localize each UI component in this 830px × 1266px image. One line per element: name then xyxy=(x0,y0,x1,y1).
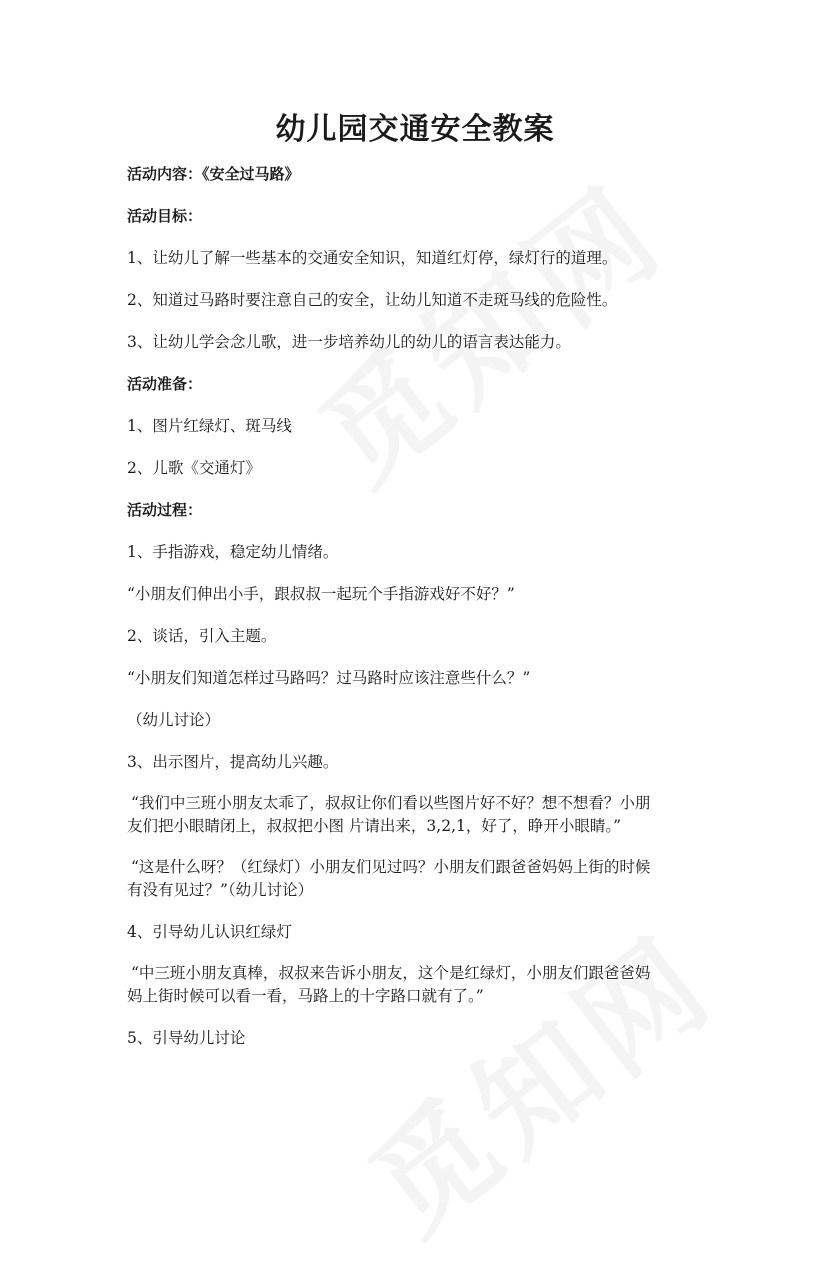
paragraph-line: “这是什么呀？（红绿灯）小朋友们见过吗？小朋友们跟爸爸妈妈上街的时候 xyxy=(131,858,651,876)
process-quote-4 xyxy=(127,856,717,902)
paragraph-line: 友们把小眼睛闭上，叔叔把小图 片请出来，3,2,1，好了，睁开小眼睛。” xyxy=(127,817,622,835)
process-quote-5 xyxy=(127,962,717,1008)
process-quote-2: “小朋友们知道怎样过马路吗？过马路时应该注意些什么？” xyxy=(127,669,531,687)
document-body xyxy=(127,162,717,1068)
activity-goals-heading: 活动目标： xyxy=(127,207,203,225)
process-quote-3 xyxy=(127,792,717,838)
process-step-3: 3、出示图片，提高幼儿兴趣。 xyxy=(127,753,339,771)
activity-prep-heading: 活动准备： xyxy=(127,375,203,393)
process-step-1: 1、手指游戏，稳定幼儿情绪。 xyxy=(127,543,339,561)
process-step-4: 4、引导幼儿认识红绿灯 xyxy=(127,923,292,941)
paragraph-line: 有没有见过？”（幼儿讨论） xyxy=(127,881,314,899)
paragraph-line: 妈上街时候可以看一看，马路上的十字路口就有了。” xyxy=(127,987,484,1005)
prep-item-1: 1、图片红绿灯、斑马线 xyxy=(127,417,292,435)
activity-content-heading: 活动内容：《安全过马路》 xyxy=(127,165,300,183)
document-title: 幼儿园交通安全教案 xyxy=(275,112,555,147)
goal-item-1: 1、让幼儿了解一些基本的交通安全知识，知道红灯停，绿灯行的道理。 xyxy=(127,249,618,267)
activity-process-heading: 活动过程： xyxy=(127,501,203,519)
prep-item-2: 2、儿歌《交通灯》 xyxy=(127,459,261,477)
paragraph-line: “中三班小朋友真棒，叔叔来告诉小朋友，这个是红绿灯，小朋友们跟爸爸妈 xyxy=(131,964,651,982)
process-note-discussion: （幼儿讨论） xyxy=(127,711,221,729)
process-step-2: 2、谈话，引入主题。 xyxy=(127,627,277,645)
goal-item-2: 2、知道过马路时要注意自己的安全，让幼儿知道不走斑马线的危险性。 xyxy=(127,291,618,309)
paragraph-line: “我们中三班小朋友太乖了，叔叔让你们看以些图片好不好？想不想看？小朋 xyxy=(131,794,651,812)
process-quote-1: “小朋友们伸出小手，跟叔叔一起玩个手指游戏好不好？” xyxy=(127,585,515,603)
process-step-5: 5、引导幼儿讨论 xyxy=(127,1029,246,1047)
goal-item-3: 3、让幼儿学会念儿歌，进一步培养幼儿的幼儿的语言表达能力。 xyxy=(127,333,571,351)
